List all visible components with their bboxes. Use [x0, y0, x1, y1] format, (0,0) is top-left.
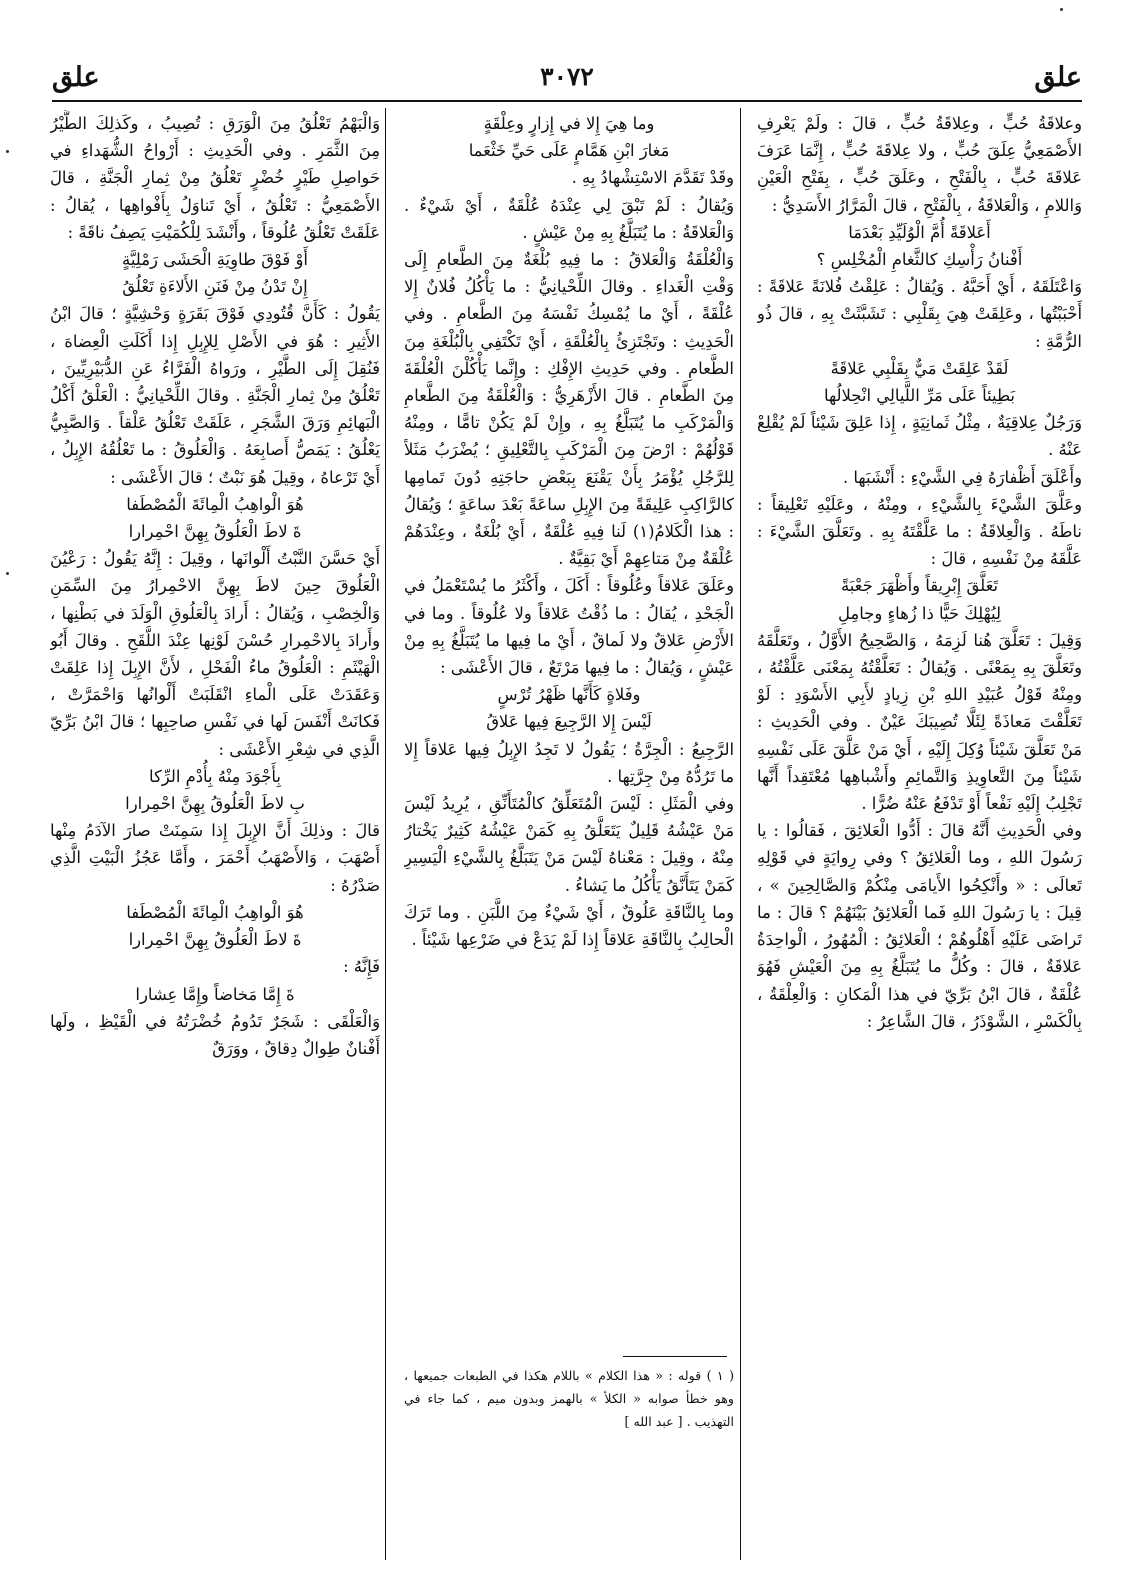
- headword-right: علق: [1034, 62, 1082, 93]
- column-middle: [404, 110, 734, 1350]
- paragraph: يَقُولُ : كَأَنَّ قُتُودِي فَوْقَ بَقَرَةٍ وَحْشِيَّةٍ ؛ قالَ ابْنُ الأَثِيرِ : هُوَ في الأَصْلِ لِلإِبِلِ إِذا أَكَلَتِ الْعِضاهَ ، فَنُقِلَ إِلَى الطَّيْرِ ، ورَواهُ الْفَرَّاءُ عَنِ الدُّبَيْرِيِّينَ ، تَعْلُقُ مِنْ ثِمارِ الْجَنَّةِ . وقالَ اللِّحْيانِيُّ : الْعَلْقُ أَكْلُ الْبَهائِمِ وَرَقَ الشَّجَرِ ، عَلَقَتْ تَعْلُقُ عَلْقاً . وَالصَّبِيُّ يَعْلُقُ : يَمَصُّ أَصابِعَهُ . وَالْعَلُوقُ : ما تَعْلُقُهُ الإِبِلُ ، أَيْ تَرْعاهُ ، وقِيلَ هُوَ نَبْتٌ ؛ قالَ الأَعْشَى :: [50, 304, 380, 487]
- header-rule: [52, 100, 1082, 102]
- paragraph: الرَّجِيعُ : الْجِرَّةُ ؛ يَقُولُ لا تَجِدُ الإِبِلُ فِيها عَلاقاً إِلا ما تَرُدُّهُ مِنْ جِرَّتِها .: [404, 739, 734, 786]
- verse-line: تَعَلَّقَ إِبْرِيقاً وأَظْهَرَ جَعْبَةً: [840, 576, 999, 596]
- verse-line: أَوْ فَوْقَ طاوِيَةِ الْحَشَى رَمْلِيَّةٍ: [122, 250, 308, 270]
- verse-line: إِنْ تَدْنُ مِنْ فَنَنِ الأَلاءَةِ تَعْلُقُ: [122, 277, 308, 297]
- verse-line: وما هِيَ إِلا في إِزارٍ وعِلْقَةٍ: [483, 114, 655, 133]
- scan-speck: [1060, 8, 1063, 11]
- page-number: ٣٠٧٢: [540, 62, 594, 91]
- verse-line: لَقَدْ عَلِقَتْ مَيٌّ بِقَلْبِي عَلاقَةً: [830, 358, 1009, 378]
- verse-line: لَيْسَ إِلا الرَّجِيعَ فِيها عَلاقُ: [486, 712, 652, 732]
- column-right: [757, 110, 1082, 1560]
- paragraph: وعلاقَةُ حُبٍّ ، وعِلاقَةُ حُبٍّ ، قالَ : ولَمْ يَعْرِفِ الأَصْمَعِيُّ عِلَقَ حُبٍّ ، ولا عِلاقَةَ حُبٍّ ، إِنَّمَا عَرَفَ عَلاقَةَ حُبٍّ ، بِالْفَتْحِ ، وعَلَقَ حُبٍّ ، بِفَتْحِ الْعَيْنِ وَاللامِ ، وَالْعَلاقَةُ ، بِالْفَتْحِ ، قالَ الْمَرَّارُ الأَسَدِيُّ :: [757, 114, 1082, 215]
- footnote-rule: [623, 1356, 727, 1357]
- paragraph: وَقِيلَ : تَعَلَّقَ هُنا لَزِمَهُ ، وَالصَّحِيحُ الأَوَّلُ ، وتَعَلَّقَهُ وتَعَلَّقَ بِهِ بِمَعْنًى . وَيُقالُ : تَعَلَّقْتُهُ بِمَعْنَى عَلَّقْتُهُ ، ومِنْهُ قَوْلُ عُبَيْدِ اللهِ بْنِ زِيادٍ لأَبِي الأَسْوَدِ : لَوْ تَعَلَّقْتَ مَعاذَةً لِئَلَّا تُصِيبَكَ عَيْنٌ . وفي الْحَدِيثِ : مَنْ تَعَلَّقَ شَيْئاً وُكِلَ إِلَيْهِ ، أَيْ مَنْ عَلَّقَ عَلَى نَفْسِهِ شَيْئاً مِنَ التَّعاوِيذِ وَالتَّمائِمِ وأَشْباهِها مُعْتَقِداً أَنَّها تَجْلِبُ إِلَيْهِ نَفْعاً أَوْ تَدْفَعُ عَنْهُ ضُرًّا .: [757, 630, 1082, 814]
- footnote: ( ١ ) قوله : « هذا الكلام » باللام هكذا في الطبعات جميعها ، وهو خطأ صوابه « الكلأ » بالهمز وبدون ميم ، كما جاء في التهذيب . [ عبد الله ]: [404, 1368, 734, 1429]
- column-divider-right: [740, 108, 741, 1560]
- scan-speck: [6, 150, 9, 153]
- column-divider-left: [385, 108, 386, 1560]
- paragraph: وعَلَّقَ الشَّيْءَ بِالشَّيْءِ ، ومِنْهُ ، وعَلَيْهِ تَعْلِيقاً : ناطَهُ . وَالْعِلاقَةُ : ما عَلَّقْتَهُ بِهِ . وتَعَلَّقَ الشَّيْءَ : عَلَّقَهُ مِنْ نَفْسِهِ ، قالَ :: [757, 494, 1082, 569]
- paragraph: وَاعْتَلَقَهُ ، أَيْ أَحَبَّهُ . وَيُقالُ : عَلِقْتُ فُلانَةً عَلاقَةً : أَحْبَبْتُها ، وعَلِقَتْ هِيَ بِقَلْبِي : تَشَبَّثَتْ بِهِ ، قالَ ذُو الرُّمَّةِ :: [757, 277, 1082, 351]
- paragraph: وَالْعَلْقَى : شَجَرٌ تَدُومُ خُضْرَتُهُ في الْقَيْظِ ، ولَها أَفْنانٌ طِوالٌ دِقاقٌ ، ووَرَقٌ: [50, 1011, 380, 1058]
- verse-line: هُوَ الْواهِبُ الْمِائَةَ الْمُصْطَفا: [126, 902, 304, 922]
- paragraph: وعَلَقَ عَلاقاً وعُلُوقاً : أَكَلَ ، وأَكْثَرُ ما يُسْتَعْمَلُ في الْجَحْدِ ، يُقالُ : ما ذُقْتُ عَلاقاً ولا عُلُوقاً . وما في الأَرْضِ عَلاقٌ ولا لَماقٌ ، أَيْ ما فِيها ما يُتَبَلَّغُ بِهِ مِنْ عَيْشٍ ، وَيُقالُ : ما فِيها مَرْتَعٌ ، قالَ الأَعْشَى :: [404, 576, 734, 678]
- verse-line: بِأَجْوَدَ مِنْهُ بِأُدْمِ الرِّكا: [149, 766, 281, 786]
- verse-line: بِ لاطَ الْعَلُوقُ بِهِنَّ احْمِرارا: [125, 794, 305, 814]
- paragraph: وقَدْ تَقَدَّمَ الاسْتِشْهادُ بِهِ .: [571, 168, 734, 188]
- verse-line: بَطِيئاً عَلَى مَرِّ اللَّيالِي انْحِلالُها: [823, 386, 1015, 406]
- verse-line: لِيُهْلِكَ حَيًّا ذا زُهاءٍ وجامِلِ: [838, 603, 1001, 623]
- verse-line: أَعَلاقَةً أُمَّ الْوُلَيِّدِ بَعْدَمَا: [848, 222, 991, 242]
- paragraph: وفي الْمَثَلِ : لَيْسَ الْمُتَعَلِّقُ كالْمُتَأَنِّقِ ، يُرِيدُ لَيْسَ مَنْ عَيْشُهُ قَلِيلٌ يَتَعَلَّقُ بِهِ كَمَنْ عَيْشُهُ كَثِيرٌ يَخْتارُ مِنْهُ ، وقِيلَ : مَعْناهُ لَيْسَ مَنْ يَتَبَلَّغُ بِالشَّيْءِ الْيَسِيرِ كَمَنْ يَتَأَنَّقُ يَأْكُلُ ما يَشاءُ .: [404, 794, 734, 895]
- paragraph: أَيْ حَسَّنَ النَّبْتُ أَلْوانَها ، وقِيلَ : إِنَّهُ يَقُولُ : رَعْيُنَ الْعَلُوقَ حِينَ لاطَ بِهِنَّ الاحْمِرارُ مِنَ السِّمَنِ وَالْخِصْبِ ، وَيُقالُ : أَرادَ بِالْعَلُوقِ الْوَلَدَ في بَطْنِها ، وأَرادَ بِالاحْمِرارِ حُسْنَ لَوْنِها عِنْدَ اللَّقَحِ . وقالَ أَبُو الْهَيْثَمِ : الْعَلُوقُ ماءُ الْفَحْلِ ، لأَنَّ الإِبِلَ إِذا عَلِقَتْ وَعَقَدَتْ عَلَى الْماءِ انْقَلَبَتْ أَلْوانُها وَاحْمَرَّتْ ، فَكانَتْ أَنْفَسَ لَها في نَفْسِ صاحِبِها ؛ قالَ ابْنُ بَرِّيّ الَّذِي في شِعْرِ الأَعْشَى :: [50, 549, 380, 759]
- paragraph: وما بِالنَّاقَةِ عَلُوقٌ ، أَيْ شَيْءٌ مِنَ اللَّبَنِ . وما تَرَكَ الْحالِبُ بِالنَّاقَةِ عَلاقاً إِذا لَمْ يَدَعْ في ضَرْعِها شَيْئاً .: [404, 902, 734, 950]
- headword-left: علق: [52, 62, 100, 93]
- verse-line: هُوَ الْواهِبُ الْمِائَةَ الْمُصْطَفا: [126, 494, 304, 514]
- verse-line: ةَ لاطَ الْعَلُوقُ بِهِنَّ احْمِرارا: [128, 930, 302, 950]
- verse-line: ةَ لاطَ الْعَلُوقُ بِهِنَّ احْمِرارا: [128, 522, 302, 542]
- paragraph: وأَعْلَقَ أَظْفارَهُ فِي الشَّيْءِ : أَنْشَبَها .: [843, 467, 1082, 487]
- column-left: [50, 110, 380, 1560]
- paragraph: وَالْعُلْقَةُ وَالْعَلاقُ : ما فِيهِ بُلْغَةٌ مِنَ الطَّعامِ إِلَى وَقْتِ الْغَداءِ . وقالَ اللِّحْيانِيُّ : ما يَأْكُلُ فُلانٌ إِلا عُلْقَةً ، أَيْ ما يُمْسِكُ نَفْسَهُ مِنَ الطَّعامِ . وفي الْحَدِيثِ : وتَجْتَزِئُ بِالْعُلْقَةِ ، أَيْ تَكْتَفِي بِالْبُلْغَةِ مِنَ الطَّعامِ . وفي حَدِيثِ الإِفْكِ : وإِنَّما يَأْكُلْنَ الْعُلْقَةَ مِنَ الطَّعامِ . قالَ الأَزْهَرِيُّ : وَالْعُلْقَةُ مِنَ الطَّعامِ وَالْمَرْكَبِ ما يُتَبَلَّغُ بِهِ ، وإِنْ لَمْ يَكُنْ تامًّا ، ومِنْهُ قَوْلُهُمْ : ارْضَ مِنَ الْمَرْكَبِ بِالتَّعْلِيقِ ؛ يُضْرَبُ مَثَلاً لِلرَّجُلِ يُؤْمَرُ بِأَنْ يَقْنَعَ بِبَعْضِ حاجَتِهِ دُونَ تَمامِها كالرَّاكِبِ عَلِيقَةً مِنَ الإِبِلِ ساعَةً بَعْدَ ساعَةٍ ؛ وَيُقالُ : هذا الْكَلامُ(١) لَنا فِيهِ عُلْقَةٌ ، أَيْ بُلْغَةٌ ، وعِنْدَهُمْ عُلْقَةٌ مِنْ مَتاعِهِمْ أَيْ بَقِيَّةٌ .: [404, 250, 734, 569]
- paragraph: وفي الْحَدِيثِ أَنَّهُ قالَ : أَدُّوا الْعَلائِقَ ، فَقالُوا : يا رَسُولَ اللهِ ، وما الْعَلائِقُ ؟ وفي رِوايَةٍ في قَوْلِهِ تَعالَى : « وأَنْكِحُوا الأَيامَى مِنْكُمْ وَالصَّالِحِينَ » ، قِيلَ : يا رَسُولَ اللهِ فَما الْعَلائِقُ بَيْنَهُمْ ؟ قالَ : ما تَراضَى عَلَيْهِ أَهْلُوهُمْ ؛ الْعَلائِقُ : الْمُهُورُ ، الْواحِدَةُ عَلاقَةٌ ، قالَ : وكُلُّ ما يُتَبَلَّغُ بِهِ مِنَ الْعَيْشِ فَهُوَ عُلْقَةٌ ، قالَ ابْنُ بَرِّيّ في هذا الْمَكانِ : وَالْعِلْقَةُ ، بِالْكَسْرِ ، الشَّوْذَرُ ، قالَ الشَّاعِرُ :: [757, 821, 1082, 1031]
- paragraph: فَإِنَّهُ :: [343, 957, 380, 977]
- verse-line: وفَلاةٍ كَأَنَّها ظَهْرُ تُرْسٍ: [497, 685, 641, 705]
- paragraph: وَرَجُلٌ عِلاقِيَةٌ ، مِثْلُ ثَمانِيَةٍ ، إِذا عَلِقَ شَيْئاً لَمْ يُقْلِعْ عَنْهُ .: [757, 413, 1082, 460]
- verse-line: مَغارَ ابْنِ هَمَّامٍ عَلَى حَيِّ خَثْعَما: [468, 141, 670, 161]
- paragraph: وَالْبَهْمُ تَعْلُقُ مِنَ الْوَرَقِ : تُصِيبُ ، وكَذلِكَ الطَّيْرُ مِنَ الثَّمَرِ . وفي الْحَدِيثِ : أَرْواحُ الشُّهَداءِ في حَواصِلِ طَيْرٍ خُضْرٍ تَعْلُقُ مِنْ ثِمارِ الْجَنَّةِ ، قالَ الأَصْمَعِيُّ : تَعْلُقُ ، أَيْ تَناوَلُ بِأَفْواهِها ، يُقالُ : عَلَقَتْ تَعْلُقُ عُلُوقاً ، وأَنْشَدَ لِلْكُمَيْتِ يَصِفُ ناقَةً :: [50, 114, 380, 242]
- paragraph: وَيُقالُ : لَمْ تَبْقَ لِي عِنْدَهُ عُلْقَةٌ ، أَيْ شَيْءٌ . وَالْعَلاقَةُ : ما يُتَبَلَّغُ بِهِ مِنْ عَيْشٍ .: [404, 195, 734, 242]
- verse-line: ةَ إِمَّا مَخاضاً وإِمَّا عِشارا: [135, 984, 295, 1004]
- paragraph: قالَ : وذلِكَ أَنَّ الإِبِلَ إِذا سَمِنَتْ صارَ الآدَمُ مِنْها أَصْهَبَ ، وَالأَصْهَبُ أَحْمَرَ ، وأَمَّا عَجُزُ الْبَيْتِ الَّذِي صَدْرُهُ :: [50, 821, 380, 895]
- scan-speck: [6, 572, 9, 575]
- verse-line: أَفْنانُ رَأْسِكِ كالثَّغامِ الْمُخْلِسِ ؟: [816, 250, 1023, 270]
- page-header: [52, 62, 1082, 96]
